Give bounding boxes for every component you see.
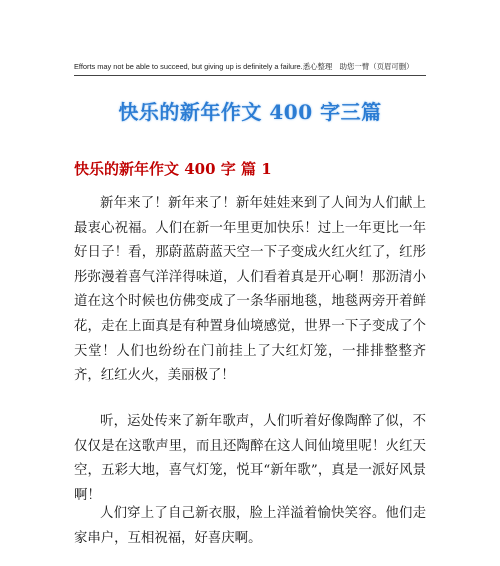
header-divider [74,75,426,76]
paragraph-2: 听，运处传来了新年歌声，人们听着好像陶醉了似，不仅仅是在这歌声里，而且还陶醉在这人间仙境里呢！火红天空，五彩大地，喜气灯笼，悦耳“新年歌”，真是一派好风景啊！ [74,414,426,503]
paragraph-1: 新年来了！新年来了！新年娃娃来到了人间为人们献上最衷心祝福。人们在新一年里更加快乐！过上一年更比一年好日子！看，那蔚蓝蔚蓝天空一下子变成火红火红了，红彤彤弥漫着喜气洋洋得味道，人们看着真是开心啊！那沥清小道在这个时候也仿佛变成了一条华丽地毯，地毯两旁开着鲜花，走在上面真是有种置身仙境感觉，世界一下子变成了个天堂！人们也纷纷在门前挂上了大红灯笼，一排排整整齐齐，红红火火，美丽极了！ [74,196,426,384]
document-title: 快乐的新年作文 400 字三篇 [118,100,382,124]
section-heading: 快乐的新年作文 400 字 篇 1 [74,160,272,178]
header-motto: Efforts may not be able to succeed, but giving up is definitely a failure.悉心整理 助您一臂（页眉可删） [74,62,414,71]
paragraph-3: 人们穿上了自己新衣服，脸上洋溢着愉快笑容。他们走家串户，互相祝福，好喜庆啊。 [74,506,426,546]
